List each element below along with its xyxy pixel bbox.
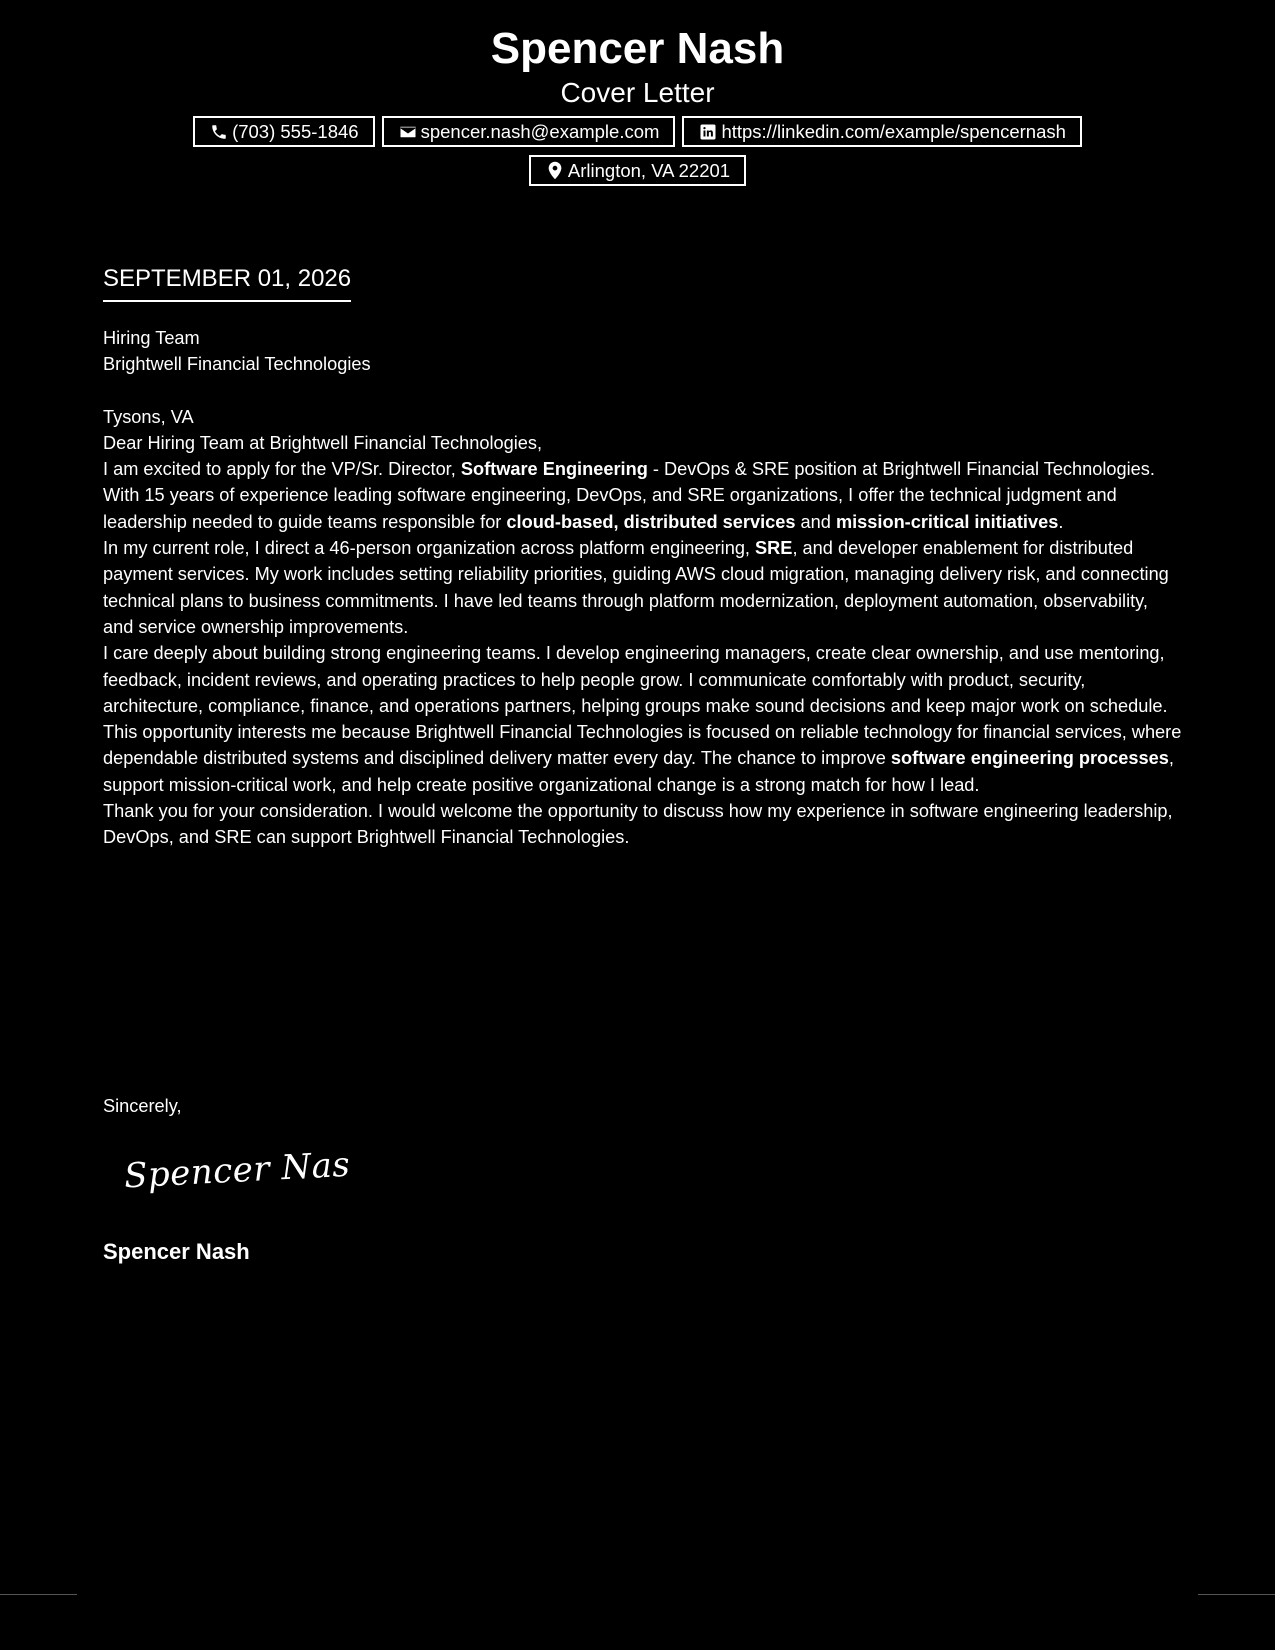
paragraph-1: I am excited to apply for the VP/Sr. Director, Software Engineering - DevOps & SRE position at Brightwell Financial Technologies. With 15 years of experience leading software engineering, DevOps, and SRE organizations, I offer the technical judgment and leadership needed to guide teams responsible for cloud-based, distributed services and mission-critical initiatives. [103, 459, 1155, 532]
contact-email[interactable] [382, 116, 676, 147]
phone-text: (703) 555-1846 [232, 120, 359, 142]
recipient-block [103, 325, 1183, 378]
footer-divider-right [1198, 1594, 1275, 1595]
letter-body [103, 325, 1183, 851]
signed-name: Spencer Nash [103, 1239, 250, 1264]
salutation: Dear Hiring Team at Brightwell Financial Technologies, [103, 432, 543, 453]
paragraph-3: I care deeply about building strong engineering teams. I develop engineering managers, create clear ownership, and use mentoring, feedback, incident reviews, and operating practices to help people grow. I communicate comfortably with product, security, architecture, compliance, finance, and operations partners, helping groups make sound decisions and keep major work on schedule. [103, 643, 1168, 716]
paragraph-5: Thank you for your consideration. I would welcome the opportunity to discuss how my experience in software engineering leadership, DevOps, and SRE can support Brightwell Financial Technologies. [103, 801, 1173, 848]
contact-list [178, 116, 1098, 186]
phone-icon [209, 122, 229, 142]
linkedin-text: https://linkedin.com/example/spencernash [721, 120, 1066, 142]
svg-text:Spencer Nash: Spencer Nash [123, 1143, 350, 1197]
footer-divider-left [0, 1594, 77, 1595]
map-marker-icon [545, 161, 565, 181]
email-text: spencer.nash@example.com [420, 120, 660, 142]
recipient-line-2: Brightwell Financial Technologies [103, 354, 371, 375]
envelope-icon [398, 122, 418, 142]
linkedin-icon [698, 122, 718, 142]
handwritten-signature [120, 1140, 350, 1200]
letter-date: SEPTEMBER 01, 2026 [103, 264, 351, 302]
recipient-city: Tysons, VA [103, 406, 194, 427]
contact-phone[interactable] [193, 116, 375, 147]
letter-header [0, 22, 1275, 186]
document-subtitle: Cover Letter [560, 77, 715, 108]
closing: Sincerely, [103, 1096, 182, 1116]
contact-location [529, 155, 746, 186]
recipient-line-1: Hiring Team [103, 328, 200, 348]
contact-linkedin[interactable] [682, 116, 1082, 147]
paragraph-2: In my current role, I direct a 46-person organization across platform engineering, SRE, and developer enablement for distributed payment services. My work includes setting reliability priorities, guiding AWS cloud migration, managing delivery risk, and connecting technical plans to business commitments. I have led teams through platform modernization, deployment automation, observability, and service ownership improvements. [103, 538, 1169, 637]
location-text: Arlington, VA 22201 [567, 159, 731, 181]
paragraph-4: This opportunity interests me because Brightwell Financial Technologies is focused on reliable technology for financial services, where dependable distributed systems and disciplined delivery matter every day. The chance to improve software engineering processes, support mission-critical work, and help create positive organizational change is a strong match for how I lead. [103, 722, 1182, 795]
applicant-name: Spencer Nash [490, 24, 785, 73]
